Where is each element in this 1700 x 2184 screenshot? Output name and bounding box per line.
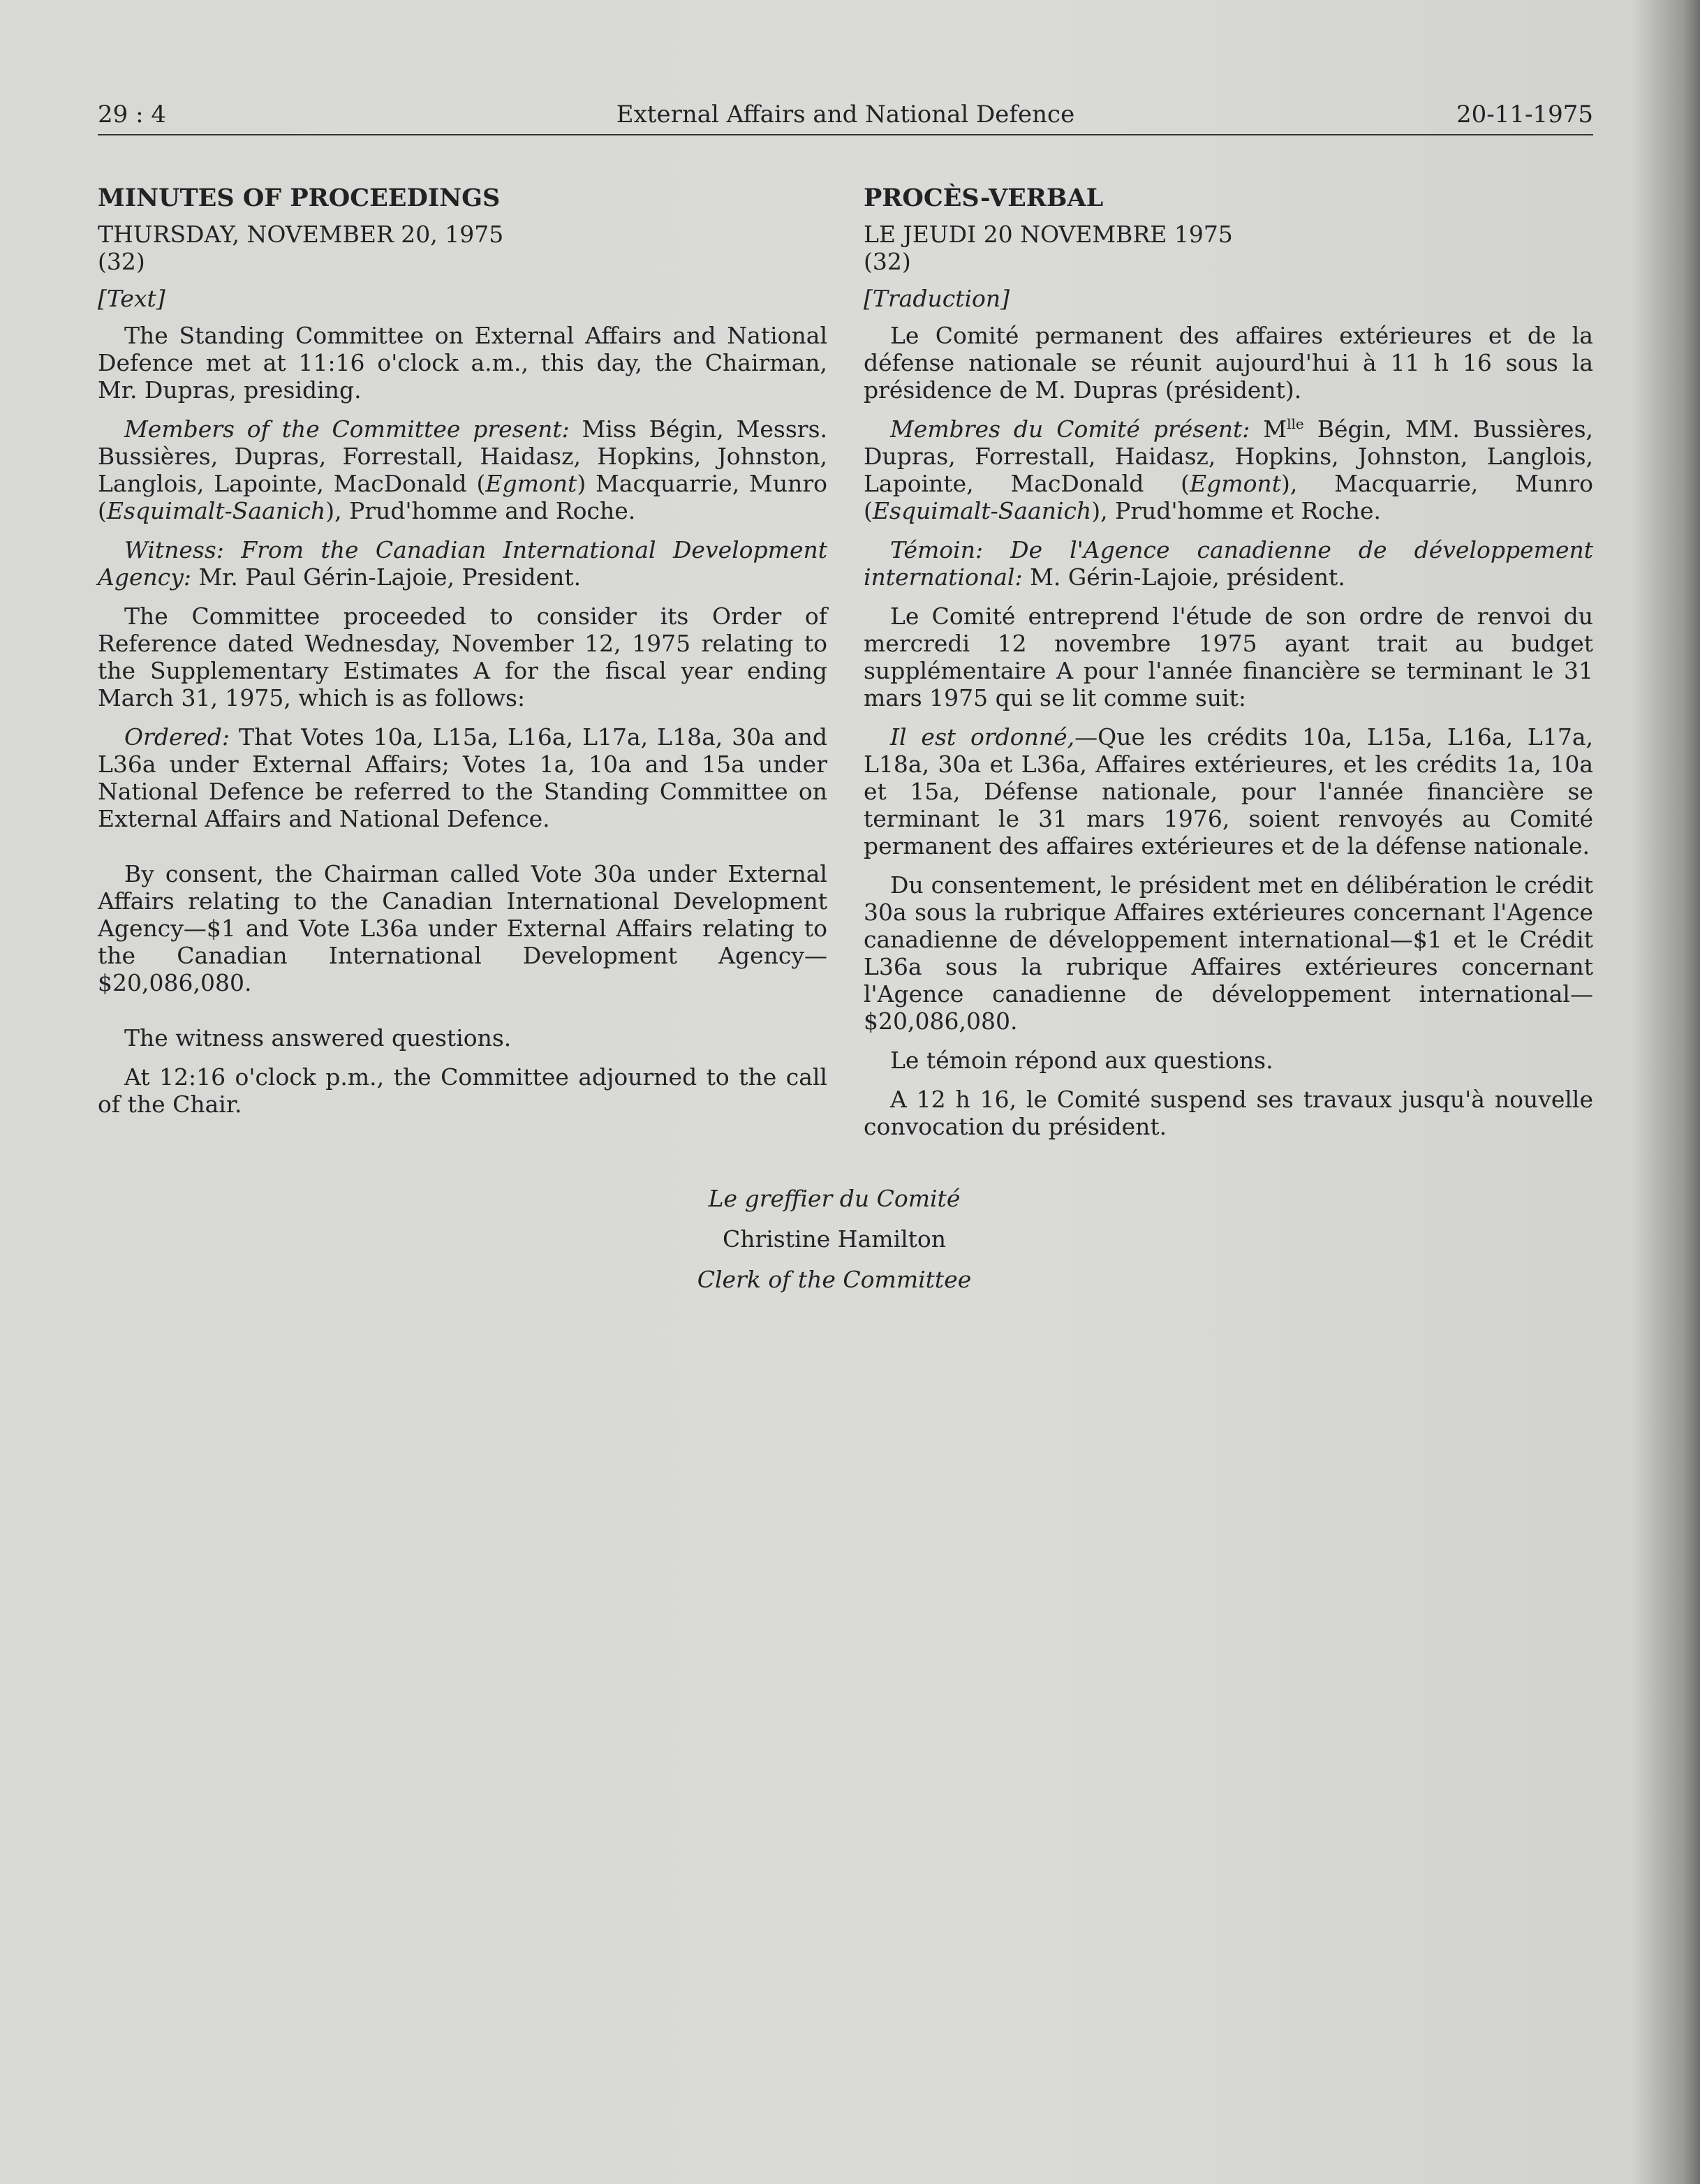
french-paragraph-ordered: Il est ordonné,—Que les crédits 10a, L15a, L16a, L17a, L18a, 30a et L36a, Affaires extérieures, et les crédits 1a, 10a et 15a, Défense nationale, pour l'année financière se terminant le 31 mars 1976, soient renvoyés au Comité permanent des affaires extérieures et de la défense nationale.: [864, 723, 1593, 859]
english-column: [98, 183, 827, 1130]
french-text-tag: [Traduction]: [864, 285, 1010, 312]
english-text-tag: [Text]: [98, 285, 165, 312]
english-paragraph-questions: The witness answered questions.: [124, 1024, 512, 1052]
english-paragraph-consent: By consent, the Chairman called Vote 30a under External Affairs relating to the Canadian International Development Agency—$1 and Vote L36a under External Affairs relating to the Canadian International Development Agency—$20,086,080.: [98, 860, 827, 996]
french-paragraph-witness: Témoin: De l'Agence canadienne de développement international: M. Gérin-Lajoie, président.: [864, 536, 1593, 591]
english-date: THURSDAY, NOVEMBER 20, 1975: [98, 221, 504, 248]
french-paragraph-order-of-reference: Le Comité entreprend l'étude de son ordre de renvoi du mercredi 12 novembre 1975 ayant trait au budget supplémentaire A pour l'année financière se terminant le 31 mars 1975 qui se lit comme suit:: [864, 603, 1593, 711]
french-column: [864, 183, 1593, 1152]
french-paragraph-members: Membres du Comité présent: $M^{lle}$ Bégin, MM. Bussières, Dupras, Forrestall, Haidasz, Hopkins, Johnston, Langlois, Lapointe, MacDonald (Egmont), Macquarrie, Munro (Esquimalt-Saanich), Prud'homme et Roche.: [864, 415, 1594, 524]
english-sitting-number: (32): [98, 248, 145, 275]
english-paragraph-members: Members of the Committee present: Miss Bégin, Messrs. Bussières, Dupras, Forrestall, Haidasz, Hopkins, Johnston, Langlois, Lapointe, MacDonald (Egmont) Macquarrie, Munro (Esquimalt-Saanich), Prud'homme and Roche.: [98, 415, 827, 524]
clerk-name: Christine Hamilton: [722, 1225, 947, 1253]
signature-block: [0, 1179, 1700, 1300]
english-paragraph-order-of-reference: The Committee proceeded to consider its Order of Reference dated Wednesday, November 12, 1975 relating to the Supplementary Estimates A for the fiscal year ending March 31, 1975, which is as follows:: [98, 603, 827, 711]
english-paragraph-adjourned: At 12:16 o'clock p.m., the Committee adjourned to the call of the Chair.: [98, 1063, 827, 1118]
french-heading: PROCÈS-VERBAL: [864, 184, 1104, 212]
page-number: 29 : 4: [98, 101, 166, 128]
clerk-title-french: Le greffier du Comité: [708, 1185, 961, 1212]
clerk-title-english: Clerk of the Committee: [697, 1266, 972, 1293]
english-paragraph-opening: The Standing Committee on External Affairs and National Defence met at 11:16 o'clock a.m., this day, the Chairman, Mr. Dupras, presiding.: [98, 322, 827, 404]
french-paragraph-questions: Le témoin répond aux questions.: [890, 1047, 1273, 1074]
french-paragraph-opening: Le Comité permanent des affaires extérieures et de la défense nationale se réunit aujourd'hui à 11 h 16 sous la présidence de M. Dupras (président).: [864, 322, 1593, 404]
french-paragraph-adjourned: A 12 h 16, le Comité suspend ses travaux jusqu'à nouvelle convocation du président.: [864, 1086, 1593, 1140]
french-paragraph-consent: Du consentement, le président met en délibération le crédit 30a sous la rubrique Affaires extérieures concernant l'Agence canadienne de développement international—$1 et le Crédit L36a sous la rubrique Affaires extérieures concernant l'Agence canadienne de développement international—$20,086,080.: [864, 871, 1593, 1035]
header-title: External Affairs and National Defence: [616, 101, 1075, 128]
french-sitting-number: (32): [864, 248, 911, 275]
english-paragraph-ordered: Ordered: That Votes 10a, L15a, L16a, L17a, L18a, 30a and L36a under External Affairs; Votes 1a, 10a and 15a under National Defence be referred to the Standing Committee on External Affairs and National Defence.: [98, 723, 827, 832]
header-date: 20-11-1975: [1456, 101, 1593, 128]
french-date: LE JEUDI 20 NOVEMBRE 1975: [864, 221, 1233, 248]
running-header: [98, 99, 1593, 135]
english-paragraph-witness: Witness: From the Canadian International Development Agency: Mr. Paul Gérin-Lajoie, President.: [98, 536, 827, 591]
english-heading: MINUTES OF PROCEEDINGS: [98, 184, 501, 212]
